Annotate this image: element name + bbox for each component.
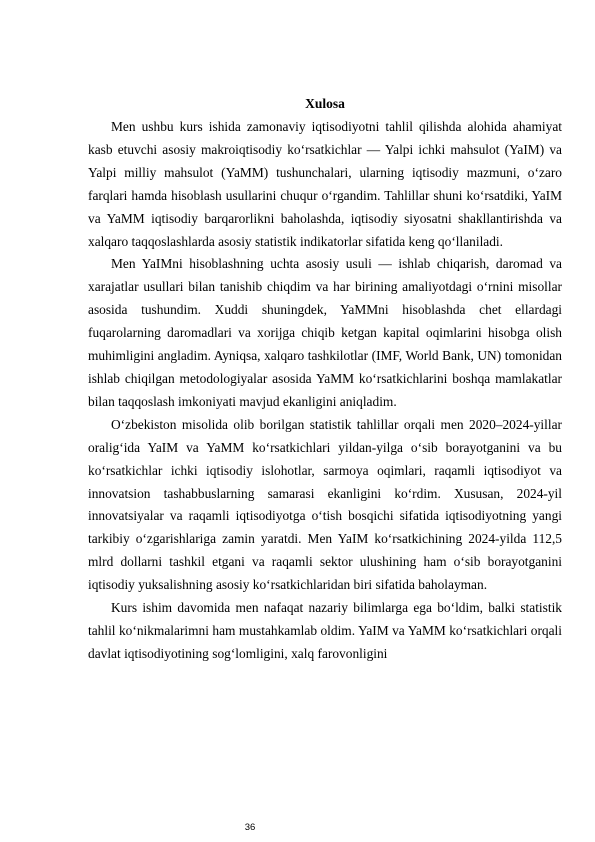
paragraph-3: O‘zbekiston misolida olib borilgan statistik tahlillar orqali men 2020–2024-yillar oralig‘ida YaIM va YaMM ko‘rsatkichlari yildan-yilga o‘sib borayotganini va bu ko‘rsatkichlar ichki iqtisodiy islohotlar, sarmoya oqimlari, raqamli iqtisodiyot va innovatsion tashabbuslarning samarasi ekanligini ko‘rdim. Xususan, 2024-yil innovatsiyalar va raqamli iqtisodiyotga o‘tish bosqichi sifatida iqtisodiyotning yangi tarkibiy o‘zgarishlariga zamin yaratdi. Men YaIM ko‘rsatkichining 2024-yilda 112,5 mlrd dollarni tashkil etgani va raqamli sektor ulushining ham o‘sib borayotganini iqtisodiy yuksalishning asosiy ko‘rsatkichlaridan biri sifatida baholayman. — [88, 416, 562, 593]
paragraph-2: Men YaIMni hisoblashning uchta asosiy usuli — ishlab chiqarish, daromad va xarajatlar usullari bilan tanishib chiqdim va har birining amaliyotdagi o‘rnini misollar asosida tushundim. Xuddi shuningdek, YaMMni hisoblashda chet ellardagi fuqarolarning daromadlari va xorijga chiqib ketgan kapital oqimlarini hisobga olish muhimligini angladim. Ayniqsa, xalqaro tashkilotlar (IMF, World Bank, UN) tomonidan ishlab chiqilgan metodologiyalar asosida YaMM ko‘rsatkichlarini boshqa mamlakatlar bilan taqqoslash imkoniyati mavjud ekanligini aniqladim. — [88, 256, 562, 409]
page-number: 36 — [244, 822, 256, 833]
body-text — [88, 116, 562, 666]
paragraph-4: Kurs ishim davomida men nafaqat nazariy bilimlarga ega bo‘ldim, balki statistik tahlil ko‘nikmalarimni ham mustahkamlab oldim. YaIM va YaMM ko‘rsatkichlari orqali davlat iqtisodiyotining sog‘lomligini, xalq farovonligini — [88, 600, 562, 661]
paragraph-1: Men ushbu kurs ishida zamonaviy iqtisodiyotni tahlil qilishda alohida ahamiyat kasb etuvchi asosiy makroiqtisodiy ko‘rsatkichlar — Yalpi ichki mahsulot (YaIM) va Yalpi milliy mahsulot (YaMM) tushunchalari, ularning iqtisodiy mazmuni, o‘zaro farqlari hamda hisoblash usullarini chuqur o‘rgandim. Tahlillar shuni ko‘rsatdiki, YaIM va YaMM iqtisodiy barqarorlikni baholashda, iqtisodiy siyosatni shakllantirishda va xalqaro taqqoslashlarda asosiy statistik indikatorlar sifatida keng qo‘llaniladi. — [88, 119, 562, 249]
section-title: Xulosa — [305, 96, 345, 111]
